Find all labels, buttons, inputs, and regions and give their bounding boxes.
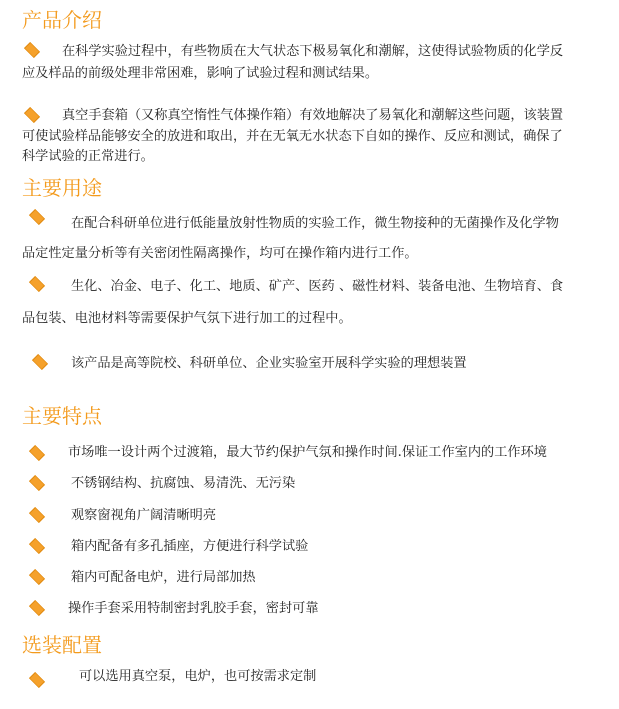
diamond-bullet-icon — [29, 538, 45, 554]
diamond-bullet-icon — [29, 276, 45, 292]
features-item-2: 不锈钢结构、抗腐蚀、易清洗、无污染 — [71, 476, 296, 491]
uses-item-3: 该产品是高等院校、科研单位、企业实验室开展科学实验的理想装置 — [71, 356, 467, 371]
features-item-6: 操作手套采用特制密封乳胶手套，密封可靠 — [68, 601, 319, 616]
intro-paragraph-1-line-2: 应及样品的前级处理非常困难，影响了试验过程和测试结果。 — [22, 66, 379, 81]
intro-paragraph-2-line-1: 真空手套箱（又称真空惰性气体操作箱）有效地解决了易氧化和潮解这些问题，该装置 — [62, 108, 564, 123]
features-item-5: 箱内可配备电炉，进行局部加热 — [71, 570, 256, 585]
features-item-4: 箱内配备有多孔插座，方便进行科学试验 — [71, 539, 309, 554]
uses-item-1-line-2: 品定性定量分析等有关密闭性隔离操作，均可在操作箱内进行工作。 — [22, 246, 418, 261]
intro-paragraph-2-line-2: 可使试验样品能够安全的放进和取出，并在无氧无水状态下自如的操作、反应和测试，确保了 — [22, 129, 563, 144]
section-title-options: 选装配置 — [22, 633, 102, 657]
options-item-1: 可以选用真空泵，电炉，也可按需求定制 — [79, 669, 317, 684]
uses-item-2-line-2: 品包装、电池材料等需要保护气氛下进行加工的过程中。 — [22, 311, 352, 326]
intro-paragraph-1-line-1: 在科学实验过程中，有些物质在大气状态下极易氧化和潮解，这使得试验物质的化学反 — [62, 44, 564, 59]
section-title-uses: 主要用途 — [22, 176, 102, 200]
uses-item-2-line-1: 生化、冶金、电子、化工、地质、矿产、医药 、磁性材料、装备电池、生物培育、食 — [71, 279, 564, 294]
diamond-bullet-icon — [24, 42, 40, 58]
section-title-features: 主要特点 — [22, 404, 102, 428]
diamond-bullet-icon — [24, 107, 40, 123]
features-item-3: 观察窗视角广阔清晰明亮 — [71, 508, 217, 523]
diamond-bullet-icon — [29, 507, 45, 523]
diamond-bullet-icon — [29, 600, 45, 616]
intro-paragraph-2-line-3: 科学试验的正常进行。 — [22, 149, 154, 164]
uses-item-1-line-1: 在配合科研单位进行低能量放射性物质的实验工作，微生物接种的无菌操作及化学物 — [71, 216, 559, 231]
diamond-bullet-icon — [29, 475, 45, 491]
diamond-bullet-icon — [29, 672, 45, 688]
section-title-intro: 产品介绍 — [22, 8, 102, 32]
diamond-bullet-icon — [29, 209, 45, 225]
diamond-bullet-icon — [29, 569, 45, 585]
features-item-1: 市场唯一设计两个过渡箱，最大节约保护气氛和操作时间.保证工作室内的工作环境 — [68, 445, 547, 460]
diamond-bullet-icon — [29, 445, 45, 461]
diamond-bullet-icon — [32, 354, 48, 370]
